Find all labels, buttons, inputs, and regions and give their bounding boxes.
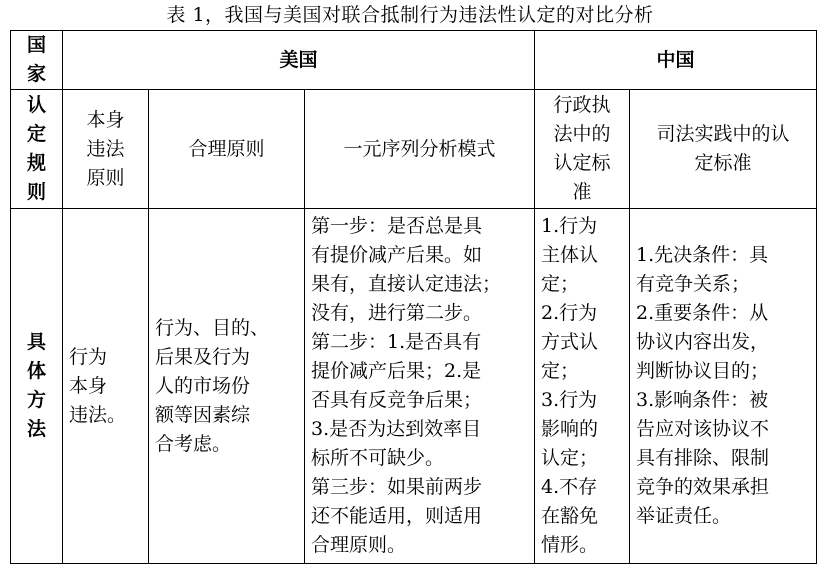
admin-method: 1.行为 主体认 定； 2.行为 方式认 定； 3.行为 影响的 认定； 4.不存 在豁免 情形。 bbox=[535, 209, 630, 564]
comparison-table bbox=[10, 30, 817, 564]
rules-label: 认 定 规 则 bbox=[26, 94, 46, 203]
admin-standard-cell bbox=[535, 90, 630, 209]
method-row bbox=[11, 209, 817, 564]
country-label-cell bbox=[11, 31, 63, 90]
sequential-model-label: 一元序列分析模式 bbox=[305, 90, 535, 209]
per-se-method: 行为 本身 违法。 bbox=[63, 209, 149, 564]
sequential-method: 第一步：是否总是具 有提价减产后果。如 果有，直接认定违法； 没有，进行第二步。 第二步：1.是否具有 提价减产后果；2.是 否具有反竞争后果； 3.是否为达到效率目 标所不可缺少。 第三步：如果前两步 还不能适用，则适用 合理原则。 bbox=[305, 209, 535, 564]
method-label-cell bbox=[11, 209, 63, 564]
rules-label-cell bbox=[11, 90, 63, 209]
country-header-row bbox=[11, 31, 817, 90]
rule-of-reason-method: 行为、目的、 后果及行为 人的市场份 额等因素综 合考虑。 bbox=[149, 209, 305, 564]
rule-of-reason-label: 合理原则 bbox=[149, 90, 305, 209]
per-se-rule-cell bbox=[63, 90, 149, 209]
table-caption: 表 1，我国与美国对联合抵制行为违法性认定的对比分析 bbox=[166, 4, 654, 26]
admin-standard-label: 行政执 法中的 认定标 准 bbox=[553, 94, 611, 203]
usa-header: 美国 bbox=[63, 31, 535, 90]
country-label: 国 家 bbox=[26, 34, 46, 85]
per-se-rule-label: 本身 违法 原则 bbox=[86, 108, 125, 189]
judicial-method: 1.先决条件：具 有竞争关系； 2.重要条件：从 协议内容出发， 判断协议目的； 3.影响条件：被 告应对该协议不 具有排除、限制 竞争的效果承担 举证责任。 bbox=[630, 209, 817, 564]
judicial-standard-cell bbox=[630, 90, 817, 209]
method-label: 具 体 方 法 bbox=[26, 331, 46, 440]
rules-row bbox=[11, 90, 817, 209]
judicial-standard-label: 司法实践中的认 定标准 bbox=[656, 123, 790, 174]
china-header: 中国 bbox=[535, 31, 817, 90]
